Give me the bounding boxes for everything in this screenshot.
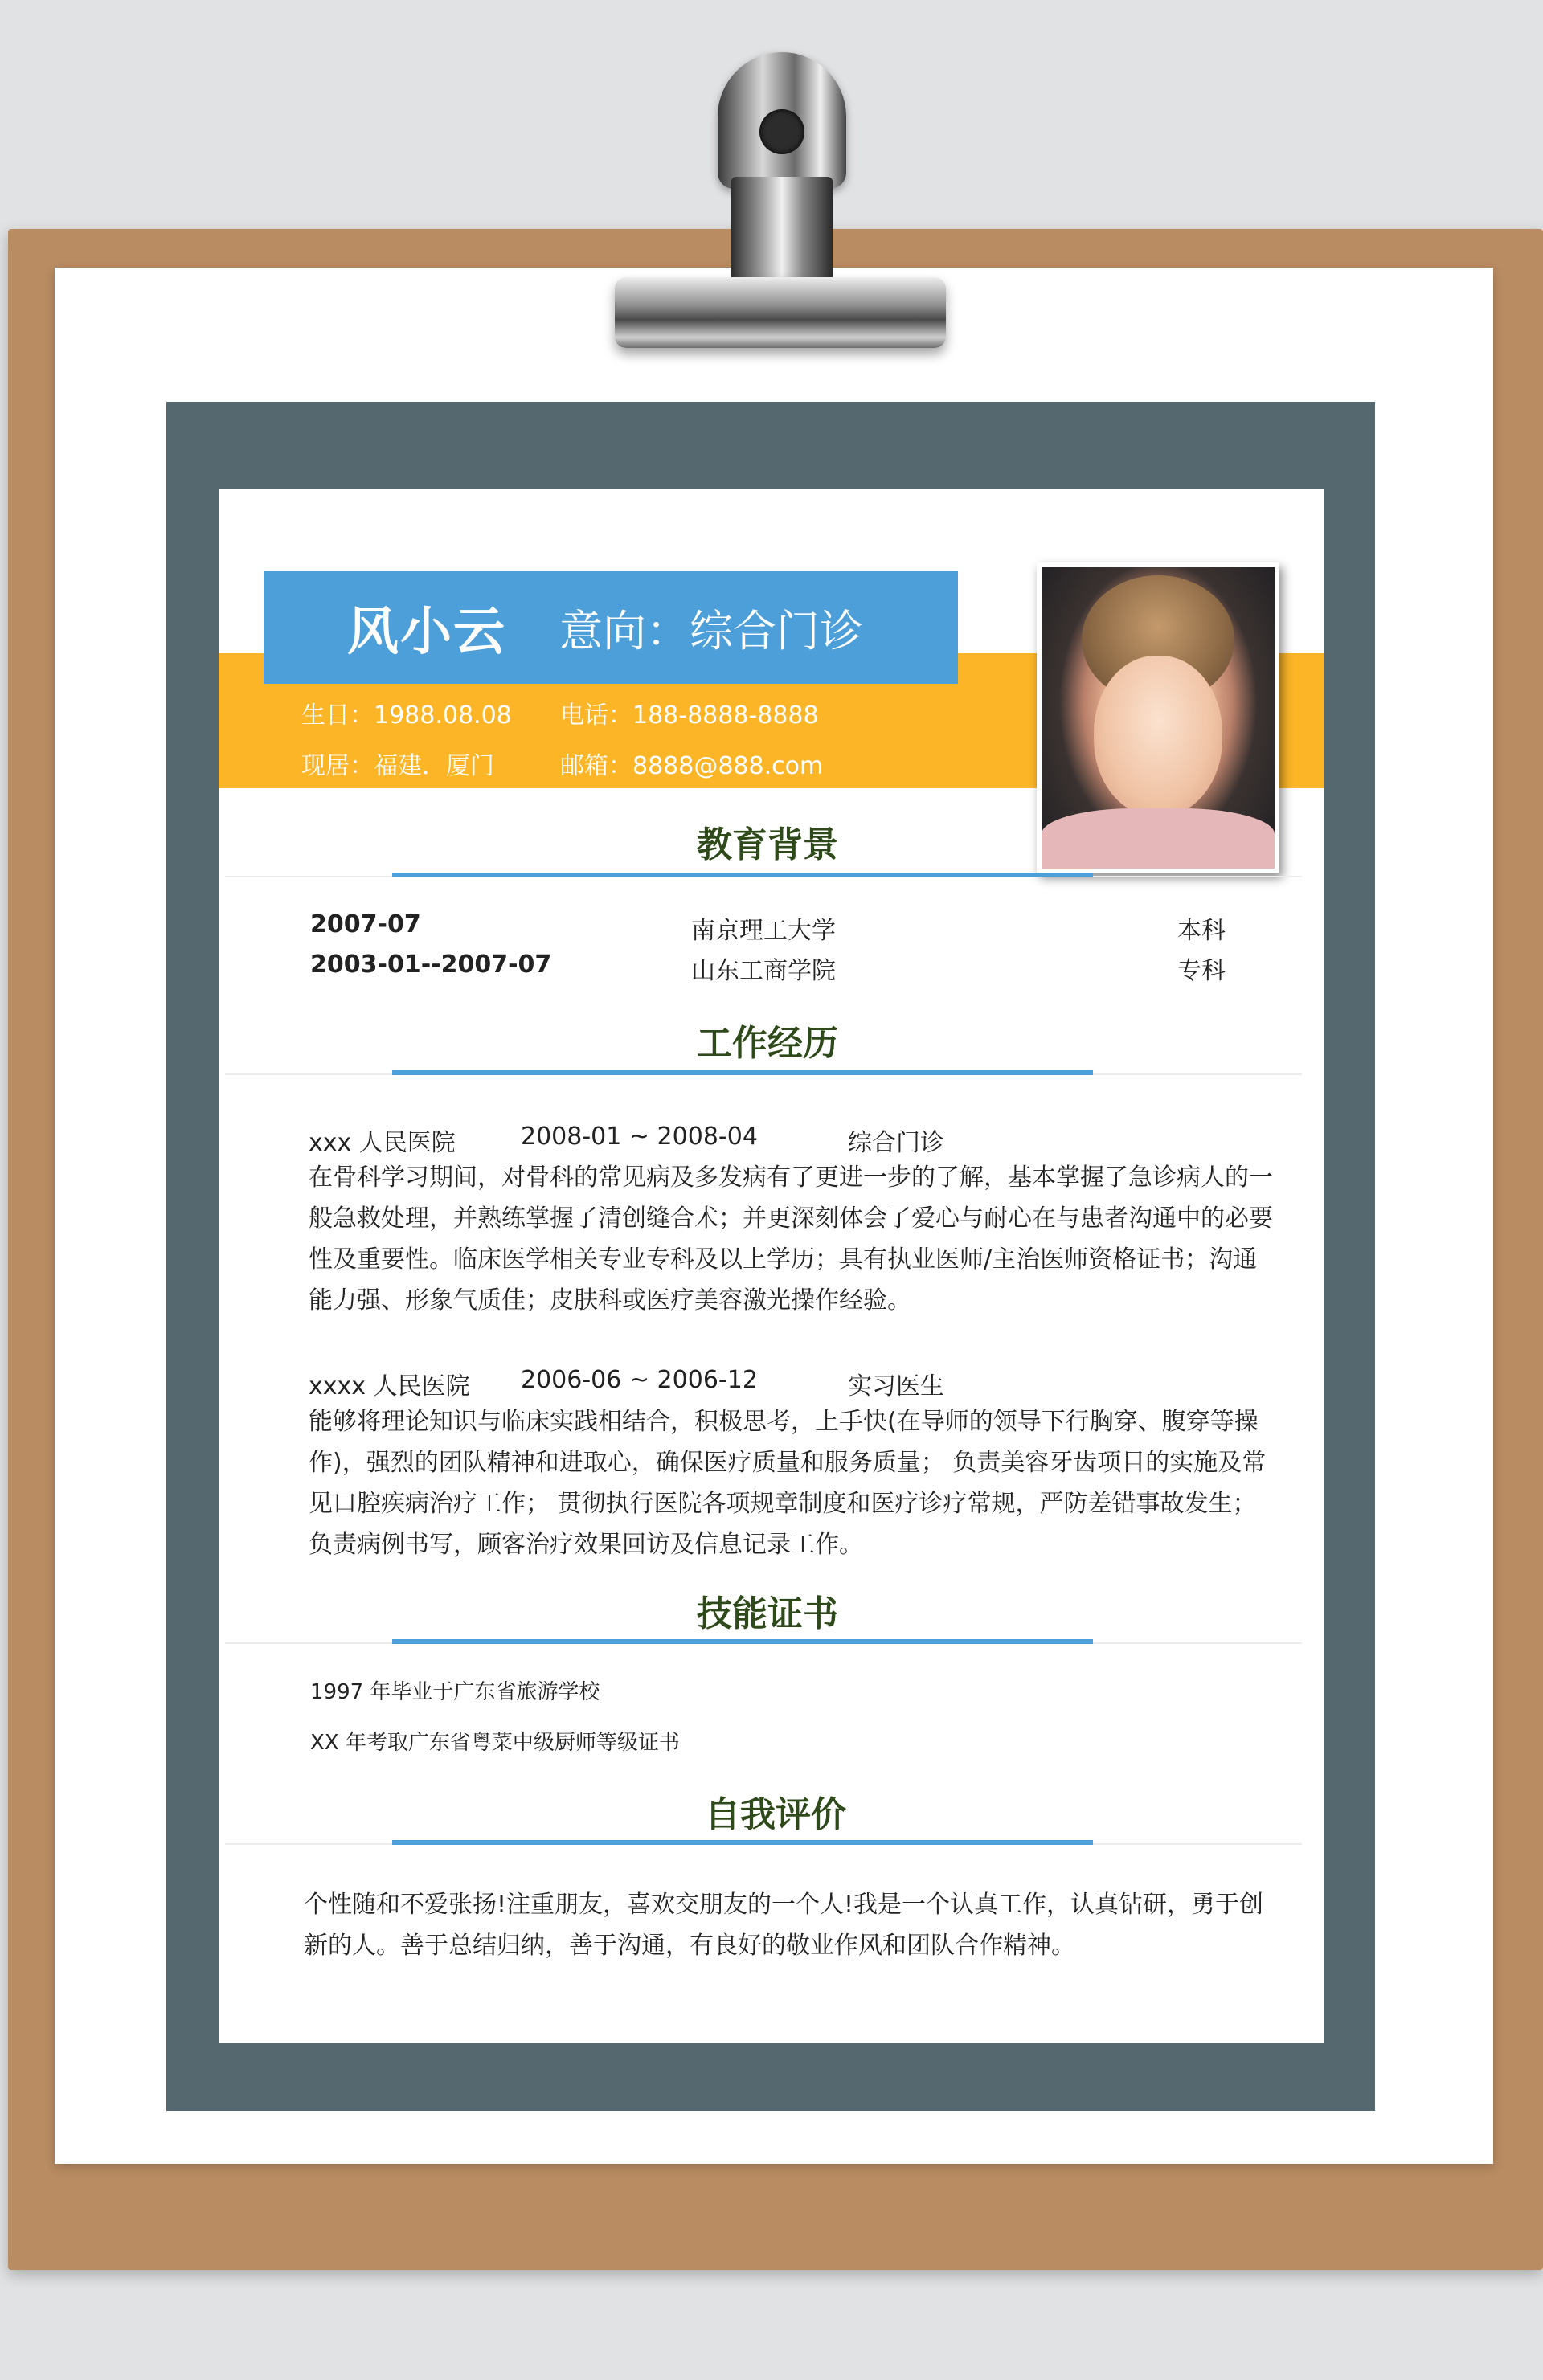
edu-date: 2007-07 <box>310 910 421 939</box>
job-role: 综合门诊 <box>848 1129 944 1157</box>
section-title-skills: 技能证书 <box>697 1593 838 1634</box>
email-address: 邮箱：8888@888.com <box>560 752 824 780</box>
job-org: xxx 人民医院 <box>309 1129 456 1157</box>
job-role: 实习医生 <box>848 1372 944 1401</box>
profile-photo <box>1037 562 1279 873</box>
job-org: xxxx 人民医院 <box>309 1372 470 1401</box>
birth-date: 生日：1988.08.08 <box>301 701 512 730</box>
section-underline <box>392 1840 1093 1845</box>
edu-school: 南京理工大学 <box>691 917 836 945</box>
edu-date: 2003-01--2007-07 <box>310 951 552 979</box>
photo-face <box>1094 656 1222 816</box>
binder-clip-neck <box>731 177 833 289</box>
skill-item: 1997 年毕业于广东省旅游学校 <box>310 1680 600 1704</box>
job-period: 2006-06 ~ 2006-12 <box>521 1366 758 1394</box>
skill-item: XX 年考取广东省粤菜中级厨师等级证书 <box>310 1731 680 1755</box>
section-title-education: 教育背景 <box>697 824 838 865</box>
section-underline <box>392 873 1093 877</box>
phone-number: 电话：188-8888-8888 <box>560 701 819 730</box>
edu-degree: 专科 <box>1177 957 1226 985</box>
self-evaluation-text: 个性随和不爱张扬!注重朋友，喜欢交朋友的一个人!我是一个认真工作，认真钻研，勇于创新的人。善于总结归纳，善于沟通，有良好的敬业作风和团队合作精神。 <box>304 1891 1264 1960</box>
binder-clip-hole <box>759 109 804 154</box>
job-period: 2008-01 ~ 2008-04 <box>521 1123 758 1151</box>
photo-dress <box>1042 808 1275 873</box>
edu-degree: 本科 <box>1177 917 1226 945</box>
binder-clip-base <box>615 277 946 348</box>
residence: 现居：福建．厦门 <box>301 752 494 780</box>
edu-school: 山东工商学院 <box>691 957 836 985</box>
section-title-self-evaluation: 自我评价 <box>705 1794 846 1835</box>
section-underline <box>392 1070 1093 1075</box>
job-description: 在骨科学习期间，对骨科的常见病及多发病有了更进一步的了解，基本掌握了急诊病人的一般急救处理，并熟练掌握了清创缝合术；并更深刻体会了爱心与耐心在与患者沟通中的必要性及重要性。临床医学相关专业专科及以上学历；具有执业医师/主治医师资格证书；沟通能力强、形象气质佳；皮肤科或医疗美容激光操作经验。 <box>309 1163 1273 1315</box>
section-title-work: 工作经历 <box>697 1023 838 1064</box>
section-underline <box>392 1639 1093 1644</box>
job-description: 能够将理论知识与临床实践相结合，积极思考，上手快(在导师的领导下行胸穿、腹穿等操作)，强烈的团队精神和进取心，确保医疗质量和服务质量； 负责美容牙齿项目的实施及常见口腔疾病治疗工作； 贯彻执行医院各项规章制度和医疗诊疗常规，严防差错事故发生；负责病例书写，顾客治疗效果回访及信息记录工作。 <box>309 1408 1267 1559</box>
job-intent: 意向：综合门诊 <box>559 605 863 656</box>
name-banner <box>264 571 958 684</box>
candidate-name: 风小云 <box>347 603 506 662</box>
